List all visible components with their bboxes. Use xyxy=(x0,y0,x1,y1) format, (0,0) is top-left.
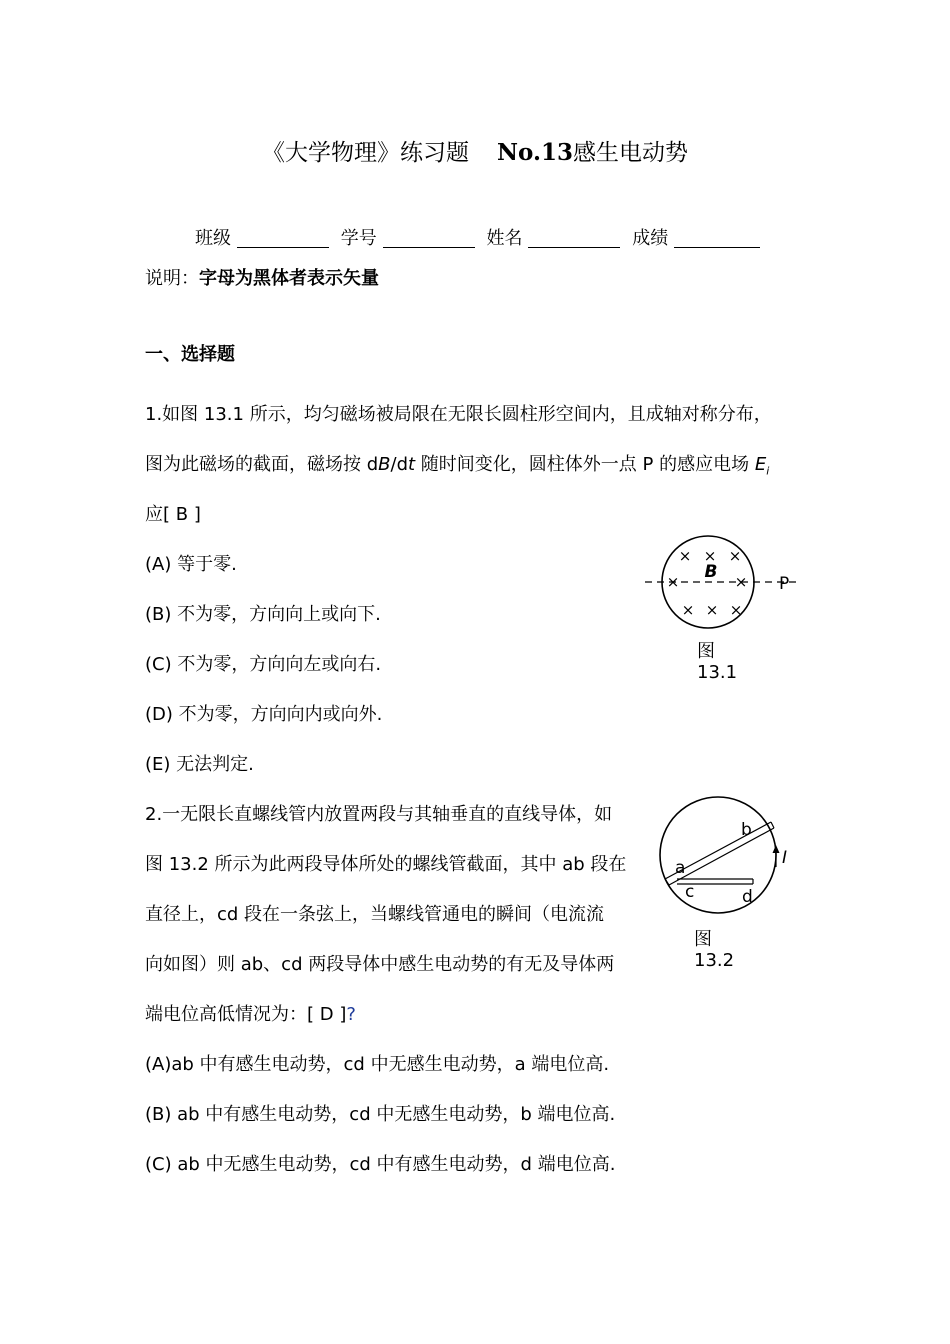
q1-var-i: i xyxy=(766,464,770,478)
q1-text-c: /d xyxy=(390,454,409,475)
figure-13-1-caption-1: 图 xyxy=(697,641,715,662)
label-c: c xyxy=(685,882,695,902)
label-b: b xyxy=(741,820,752,840)
page-title xyxy=(0,134,950,167)
figure-13-2 xyxy=(655,795,805,923)
q2-line-3: 直径上，cd 段在一条弦上，当螺线管通电的瞬间（电流流 xyxy=(145,904,605,925)
q1-text-e: 随时间变化，圆柱体外一点 P 的感应电场 xyxy=(415,454,755,475)
title-main: 《大学物理》练习题 xyxy=(262,140,469,166)
note-line xyxy=(145,264,379,290)
q1-var-E: E xyxy=(754,454,767,475)
figure-13-2-caption-1: 图 xyxy=(694,929,712,950)
q2-option-a: (A)ab 中有感生电动势，cd 中无感生电动势，a 端电位高. xyxy=(145,1054,610,1075)
q2-option-b: (B) ab 中有感生电动势，cd 中无感生电动势，b 端电位高. xyxy=(145,1104,616,1125)
q1-line-3: 应[ B ] xyxy=(145,504,201,525)
student-info-line xyxy=(195,224,766,250)
q1-option-d: (D) 不为零，方向向内或向外. xyxy=(145,704,383,725)
class-label: 班级 xyxy=(195,228,231,249)
current-arrow-head xyxy=(773,845,780,853)
q2-line-2: 图 13.2 所示为此两段导体所处的螺线管截面，其中 ab 段在 xyxy=(145,854,627,875)
q1-option-e: (E) 无法判定. xyxy=(145,754,254,775)
title-number: No.13 xyxy=(497,139,573,166)
q1-var-B: B xyxy=(378,454,391,475)
section-heading: 一、选择题 xyxy=(145,344,235,365)
cross-mark: × xyxy=(728,547,742,565)
cross-mark: × xyxy=(729,601,743,619)
q1-option-c: (C) 不为零，方向向左或向右. xyxy=(145,654,382,675)
label-d: d xyxy=(742,887,753,907)
q2-answer-text: 端电位高低情况为：[ D ] xyxy=(145,1004,347,1025)
q1-line-1: 1.如图 13.1 所示，均匀磁场被局限在无限长圆柱形空间内，且成轴对称分布， xyxy=(145,404,772,425)
name-label: 姓名 xyxy=(486,228,523,249)
q2-line-1: 2.一无限长直螺线管内放置两段与其轴垂直的直线导体，如 xyxy=(145,804,613,825)
figure-13-1 xyxy=(640,535,805,635)
label-I: I xyxy=(782,848,788,868)
cross-mark: × xyxy=(705,601,719,619)
q1-option-a: (A) 等于零. xyxy=(145,554,237,575)
id-label: 学号 xyxy=(340,228,377,249)
label-B: B xyxy=(704,562,718,582)
label-P: P xyxy=(779,574,790,594)
q1-var-t: t xyxy=(408,454,416,475)
title-topic: 感生电动势 xyxy=(572,140,688,166)
q1-text-a: 图为此磁场的截面，磁场按 d xyxy=(145,454,379,475)
cross-mark: × xyxy=(703,547,717,565)
q2-line-5 xyxy=(145,1000,356,1026)
cross-mark: × xyxy=(678,547,692,565)
class-field[interactable] xyxy=(237,229,329,248)
cross-mark: × xyxy=(666,573,680,591)
q2-line-4: 向如图）则 ab、cd 两段导体中感生电动势的有无及导体两 xyxy=(145,954,615,975)
note-text: 字母为黑体者表示矢量 xyxy=(199,268,379,289)
solenoid-cross-section xyxy=(660,797,776,913)
q1-line-2 xyxy=(145,450,769,478)
cross-mark: × xyxy=(734,573,748,591)
q2-question-mark: ? xyxy=(346,1004,356,1025)
label-a: a xyxy=(675,858,686,878)
cross-mark: × xyxy=(681,601,695,619)
note-label: 说明： xyxy=(145,268,199,289)
name-field[interactable] xyxy=(528,229,620,248)
score-label: 成绩 xyxy=(632,228,669,249)
figure-13-2-caption-2: 13.2 xyxy=(694,950,735,971)
figure-13-1-caption-2: 13.1 xyxy=(697,662,738,683)
id-field[interactable] xyxy=(383,229,475,248)
score-field[interactable] xyxy=(674,229,760,248)
q1-option-b: (B) 不为零，方向向上或向下. xyxy=(145,604,381,625)
q2-option-c: (C) ab 中无感生电动势，cd 中有感生电动势，d 端电位高. xyxy=(145,1154,616,1175)
